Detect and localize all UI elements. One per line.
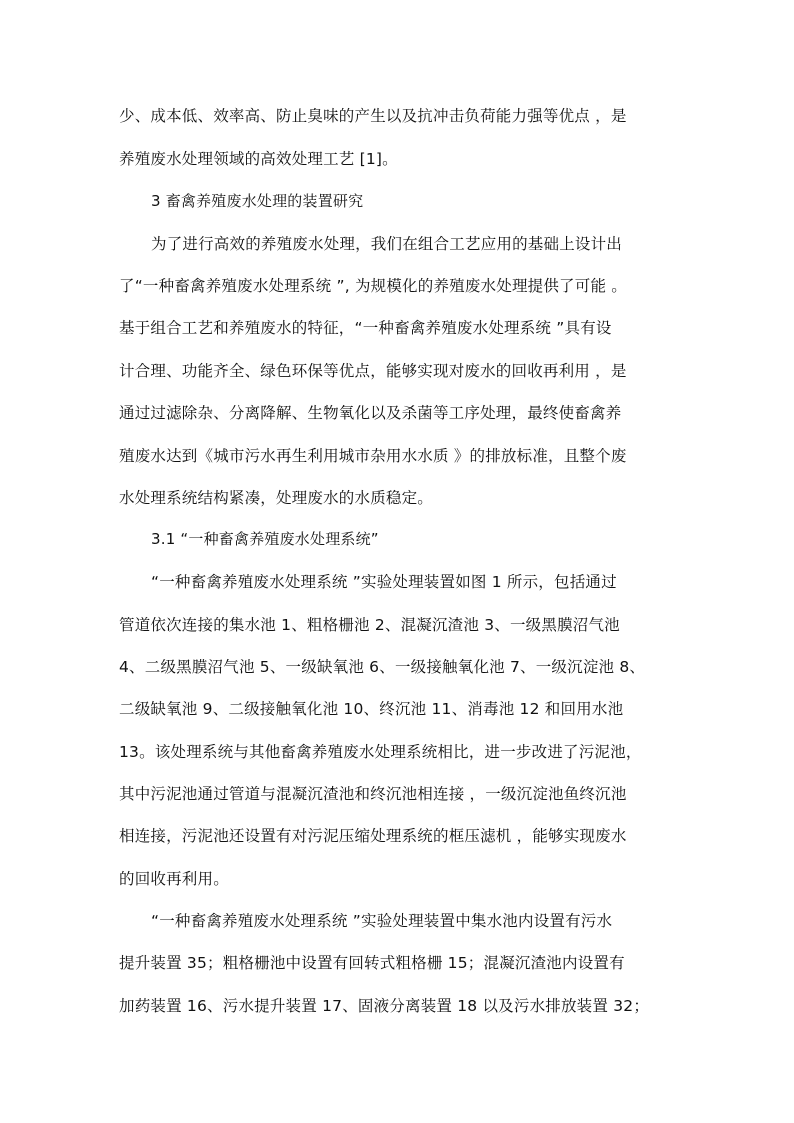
text-line: 4、二级黑膜沼气池 5、一级缺氧池 6、一级接触氧化池 7、一级沉淀池 8、	[119, 658, 646, 676]
paragraph-first-line: “一种畜禽养殖废水处理系统 ”实验处理装置如图 1 所示，包括通过	[151, 573, 617, 591]
text-line: 提升装置 35；粗格栅池中设置有回转式粗格栅 15；混凝沉渣池内设置有	[119, 954, 625, 972]
text-line: 少、成本低、效率高、防止臭味的产生以及抗冲击负荷能力强等优点 ，是	[119, 107, 627, 125]
text-line: 加药装置 16、污水提升装置 17、固液分离装置 18 以及污水排放装置 32；	[119, 997, 650, 1015]
text-line: 通过过滤除杂、分离降解、生物氧化以及杀菌等工序处理，最终使畜禽养	[119, 404, 622, 422]
text-line: 养殖废水处理领域的高效处理工艺 [1]。	[119, 150, 398, 168]
text-line: 相连接，污泥池还设置有对污泥压缩处理系统的框压滤机 ，能够实现废水	[119, 827, 627, 845]
text-line: 计合理、功能齐全、绿色环保等优点，能够实现对废水的回收再利用 ，是	[119, 362, 627, 380]
text-line: 二级缺氧池 9、二级接触氧化池 10、终沉池 11、消毒池 12 和回用水池	[119, 700, 624, 718]
text-line: 13。该处理系统与其他畜禽养殖废水处理系统相比，进一步改进了污泥池，	[119, 743, 642, 761]
section-heading: 3 畜禽养殖废水处理的装置研究	[151, 192, 364, 210]
text-line: 基于组合工艺和养殖废水的特征，“一种畜禽养殖废水处理系统 ”具有设	[119, 319, 612, 337]
paragraph-first-line: “一种畜禽养殖废水处理系统 ”实验处理装置中集水池内设置有污水	[151, 912, 613, 930]
text-line: 其中污泥池通过管道与混凝沉渣池和终沉池相连接 ，一级沉淀池鱼终沉池	[119, 785, 627, 803]
text-line: 殖废水达到《城市污水再生利用城市杂用水水质 》的排放标准，且整个废	[119, 447, 627, 465]
text-line: 了“一种畜禽养殖废水处理系统 ”, 为规模化的养殖废水处理提供了可能 。	[119, 277, 627, 295]
text-line: 管道依次连接的集水池 1、粗格栅池 2、混凝沉渣池 3、一级黑膜沼气池	[119, 616, 620, 634]
subsection-heading: 3.1 “一种畜禽养殖废水处理系统”	[151, 530, 379, 548]
text-line: 的回收再利用。	[119, 870, 229, 888]
text-line: 水处理系统结构紧凑，处理废水的水质稳定。	[119, 489, 434, 507]
paragraph-first-line: 为了进行高效的养殖废水处理，我们在组合工艺应用的基础上设计出	[151, 235, 623, 253]
